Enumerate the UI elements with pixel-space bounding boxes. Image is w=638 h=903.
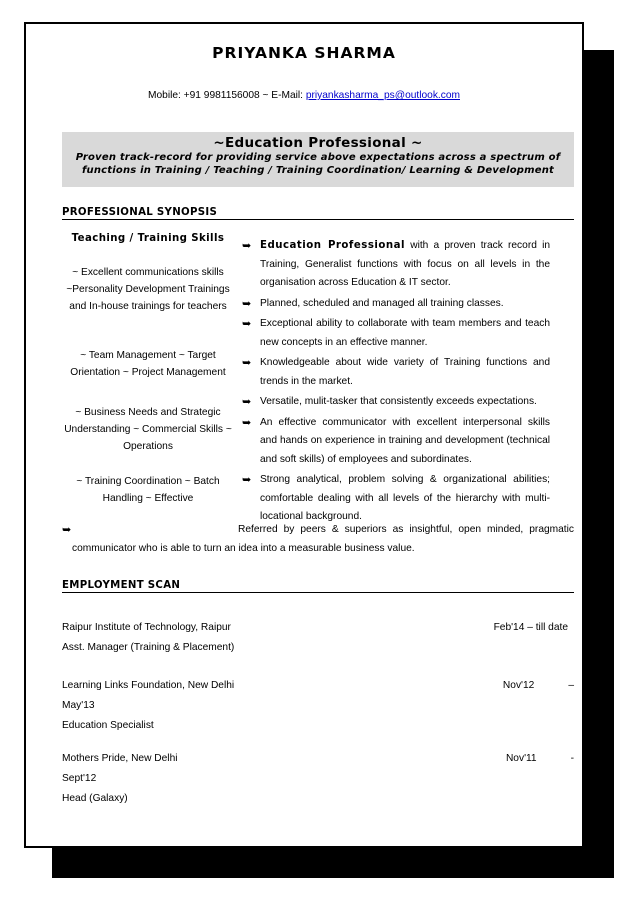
job-dates: Feb'14 – till date xyxy=(493,622,568,633)
job-dates xyxy=(506,749,574,769)
job-entry xyxy=(62,618,574,658)
job-header xyxy=(62,618,574,638)
banner-subtitle: Proven track-record for providing service above expectations across a spectrum of functions in Training / Teaching / Training Coordination/ Learning & Development xyxy=(75,152,561,176)
job-date-sep: – xyxy=(568,680,574,691)
job-date-end: May'13 xyxy=(62,700,95,711)
job-role: Head (Galaxy) xyxy=(62,793,128,804)
email-link[interactable]: priyankasharma_ps@outlook.com xyxy=(305,90,460,101)
job-role: Education Specialist xyxy=(62,720,154,731)
arrow-bullet-icon: ➥ xyxy=(242,317,252,330)
synopsis-bullet xyxy=(238,315,550,352)
job-date-end: Sept'12 xyxy=(62,773,97,784)
candidate-name: PRIYANKA SHARMA xyxy=(212,44,396,62)
job-date-sep: - xyxy=(570,753,574,764)
bullet-text: Planned, scheduled and managed all training classes. xyxy=(260,297,504,309)
synopsis-bullets xyxy=(238,237,550,529)
synopsis-heading: PROFESSIONAL SYNOPSIS xyxy=(62,207,574,220)
arrow-bullet-icon: ➥ xyxy=(242,415,252,429)
synopsis-bullet xyxy=(238,414,550,470)
arrow-bullet-icon: ➥ xyxy=(242,395,252,408)
bullet-text: with a proven track record in Training, Generalist functions with focus on all levels in the organisation across Education & IT sector. xyxy=(260,240,550,288)
summary-bullet xyxy=(62,521,574,558)
arrow-bullet-icon: ➥ xyxy=(242,296,252,310)
synopsis-bullet xyxy=(238,295,550,314)
arrow-bullet-icon: ➥ xyxy=(242,239,252,252)
synopsis-bullet xyxy=(238,471,550,527)
job-entry xyxy=(62,749,574,809)
job-header xyxy=(62,676,574,696)
job-role: Asst. Manager (Training & Placement) xyxy=(62,642,235,653)
summary-line-1: Referred by peers & superiors as insightful, open minded, pragmatic xyxy=(238,524,574,535)
bullet-text: Knowledgeable about wide variety of Training functions and trends in the market. xyxy=(260,357,550,387)
summary-line-2: communicator who is able to turn an idea into a measurable business value. xyxy=(72,542,415,554)
contact-line xyxy=(26,90,582,101)
synopsis-bullet xyxy=(238,393,550,412)
job-header xyxy=(62,749,574,769)
bullet-text: An effective communicator with excellent interpersonal skills and hands on experience in training and development (technical and soft skills) of employees and subordinates. xyxy=(260,416,550,465)
skill-group: ~ Excellent communications skills ~Personality Development Trainings and In-house trainings for teachers xyxy=(66,267,230,312)
employment-heading: EMPLOYMENT SCAN xyxy=(62,580,574,593)
job-entry xyxy=(62,676,574,736)
job-date-start: Nov'12 xyxy=(502,680,535,691)
bullet-text: Versatile, mulit-tasker that consistently exceeds expectations. xyxy=(260,396,537,407)
bullet-lead: Education Professional xyxy=(260,240,406,251)
banner-title: ~Education Professional ~ xyxy=(213,135,423,151)
bullet-text: Exceptional ability to collaborate with team members and teach new concepts in an effective manner. xyxy=(260,318,550,348)
skill-group: ~ Team Management ~ Target Orientation ~ Project Management xyxy=(70,350,226,378)
contact-phone: Mobile: +91 9981156008 ~ E-Mail: xyxy=(148,90,306,101)
title-banner xyxy=(62,132,574,187)
job-org: Raipur Institute of Technology, Raipur xyxy=(62,622,231,633)
job-org: Learning Links Foundation, New Delhi xyxy=(62,680,235,691)
skills-title: Teaching / Training Skills xyxy=(71,233,225,244)
skill-group: ~ Business Needs and Strategic Understanding ~ Commercial Skills ~ Operations xyxy=(64,407,232,452)
arrow-bullet-icon: ➥ xyxy=(62,523,72,536)
synopsis-bullet xyxy=(238,237,550,293)
arrow-bullet-icon: ➥ xyxy=(242,473,252,486)
job-org: Mothers Pride, New Delhi xyxy=(62,753,178,764)
skill-group: ~ Training Coordination ~ Batch Handling ~ Effective xyxy=(76,476,220,504)
job-date-start: Nov'11 xyxy=(505,753,537,764)
bullet-text: Strong analytical, problem solving & organizational abilities; comfortable dealing with all levels of the hierarchy with multi-locational background. xyxy=(260,474,550,522)
arrow-bullet-icon: ➥ xyxy=(242,356,252,369)
synopsis-bullet xyxy=(238,354,550,391)
job-dates xyxy=(503,676,574,696)
resume-page xyxy=(24,22,584,848)
